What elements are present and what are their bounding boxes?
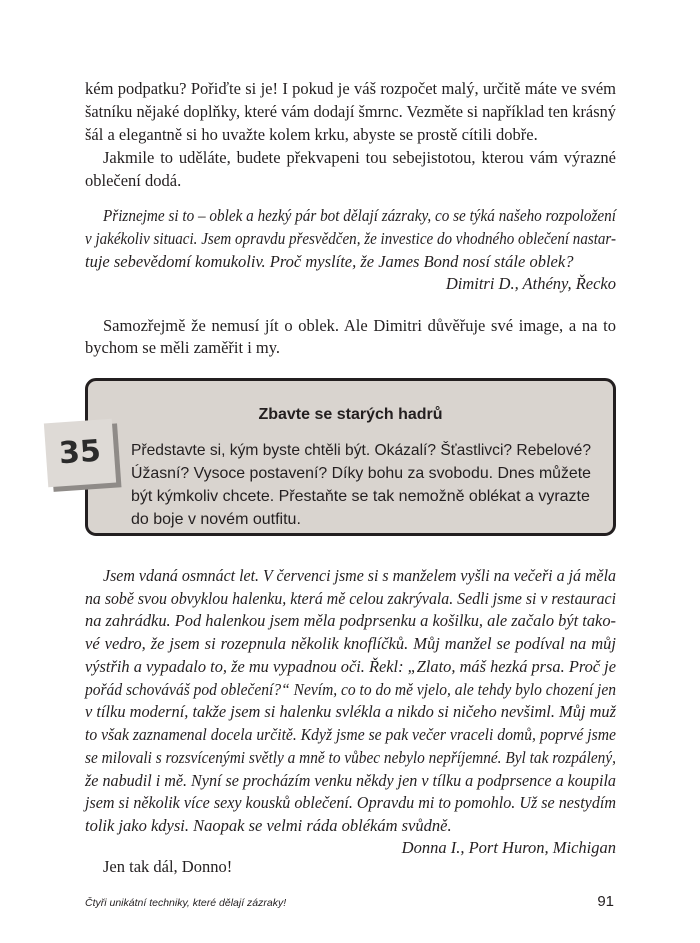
quote-line <box>85 609 616 632</box>
quote-line-text: v jakékoliv situaci. Jsem opravdu přesvědčen, že investice do vhodného oblečení nastar- <box>85 229 616 248</box>
quote-line <box>85 587 616 610</box>
quote-line <box>85 564 616 587</box>
quote-line <box>85 204 616 227</box>
page-number: 91 <box>597 893 614 910</box>
quote-line <box>85 791 616 814</box>
quote-line <box>85 632 616 655</box>
body-line-text: oblečení dodá. <box>85 171 182 190</box>
body-line <box>85 146 616 169</box>
running-title: Čtyři unikátní techniky, které dělají zázraky! <box>85 897 287 909</box>
body-line <box>85 336 616 359</box>
body-line <box>85 100 616 123</box>
quote-line <box>85 227 616 250</box>
quote-line-text: to však zaznamenal docela určitě. Když jsme se pak večer vraceli domů, poprvé jsme <box>85 725 616 744</box>
body-line <box>85 855 616 878</box>
tip-number: 35 <box>57 433 103 472</box>
quote-line <box>85 746 616 769</box>
quote-line-text: pořád schováváš pod oblečení?“ Nevím, co to do mě vjelo, ale tehdy bylo chození jen <box>85 680 616 699</box>
body-line <box>85 77 616 100</box>
body-line-text: šatníku nějaké doplňky, které vám dodají šmrnc. Vezměte si například ten krásný <box>85 102 616 121</box>
tip-line <box>131 462 591 485</box>
tip-title: Zbavte se starých hadrů <box>258 406 443 423</box>
tip-line-text: do boje v novém outfitu. <box>131 511 301 528</box>
quote-line <box>85 723 616 746</box>
tip-line-text: být kýmkoliv chcete. Přestaňte se tak nemožně oblékat a vyrazte <box>131 488 590 505</box>
quote-author-text: Dimitri D., Athény, Řecko <box>445 274 616 293</box>
quote-line-text: na sobě svou obvyklou halenku, která mě celou zakrývala. Sedli jsme si v restauraci <box>85 589 616 608</box>
quote-line-text: v tílku moderní, takže jsem si halenku svlékla a nikdo si ničeho nevšiml. Můj muž <box>85 702 616 721</box>
body-line-text: Samozřejmě že nemusí jít o oblek. Ale Dimitri důvěřuje své image, a na to <box>103 316 616 335</box>
tip-line <box>131 485 591 508</box>
quote-line-text: že nabudil i mě. Nyní se procházím venku někdy jen v tílku a podprsence a koupila <box>85 771 616 790</box>
quote-line-text: na zahrádku. Pod halenkou jsem měla podprsenku a košilku, ale začalo být tako- <box>85 611 616 630</box>
body-line-text: Jen tak dál, Donno! <box>103 857 233 876</box>
quote-line <box>85 655 616 678</box>
tip-line <box>131 508 591 531</box>
tip-number-badge <box>44 419 116 488</box>
tip-line-text: Úžasní? Vysoce postavení? Díky bohu za svobodu. Dnes můžete <box>131 465 591 482</box>
quote-line-text: Jsem vdaná osmnáct let. V červenci jsme si s manželem vyšli na večeři a já měla <box>103 566 616 585</box>
quote-line-text: se milovali s rozsvícenými světly a mně to vůbec nebylo nepříjemné. Byl tak rozpálený, <box>85 748 616 767</box>
tip-line <box>131 439 591 462</box>
quote-line-text: vé vedro, že jsem si rozepnula několik knoflíčků. Můj manžel se podíval na můj <box>85 634 616 653</box>
quote-line <box>85 700 616 723</box>
body-line-text: bychom se měli zaměřit i my. <box>85 338 281 357</box>
quote-author-text: Donna I., Port Huron, Michigan <box>401 838 616 857</box>
body-line-text: šál a elegantně si ho uvažte kolem krku, abyste se prostě cítili dobře. <box>85 125 538 144</box>
body-line <box>85 169 616 192</box>
quote-line-text: Přiznejme si to – oblek a hezký pár bot dělají zázraky, co se týká našeho rozpoložení <box>103 206 616 225</box>
body-line <box>85 314 616 337</box>
tip-line-text: Představte si, kým byste chtěli být. Okázalí? Šťastlivci? Rebelové? <box>131 442 591 459</box>
body-line-text: Jakmile to uděláte, budete překvapeni tou sebejistotou, kterou vám výrazné <box>103 148 616 167</box>
body-line <box>85 123 616 146</box>
quote-line-text: tolik jako kdysi. Naopak se velmi ráda oblékám svůdně. <box>85 816 452 835</box>
quote-line <box>85 250 616 273</box>
quote-author <box>85 272 616 295</box>
quote-line <box>85 814 616 837</box>
quote-line-text: výstřih a vypadalo to, že mu vypadnou oči. Řekl: „Zlato, máš hezká prsa. Proč je <box>85 657 616 676</box>
quote-line-text: jsem si několik více sexy kousků oblečení. Opravdu mi to pomohlo. Už se nestydím <box>85 793 616 812</box>
quote-line <box>85 769 616 792</box>
body-line-text: kém podpatku? Pořiďte si je! I pokud je váš rozpočet malý, určitě máte ve svém <box>85 79 616 98</box>
quote-line <box>85 678 616 701</box>
quote-line-text: tuje sebevědomí komukoliv. Proč myslíte, že James Bond nosí stále oblek? <box>85 252 574 271</box>
